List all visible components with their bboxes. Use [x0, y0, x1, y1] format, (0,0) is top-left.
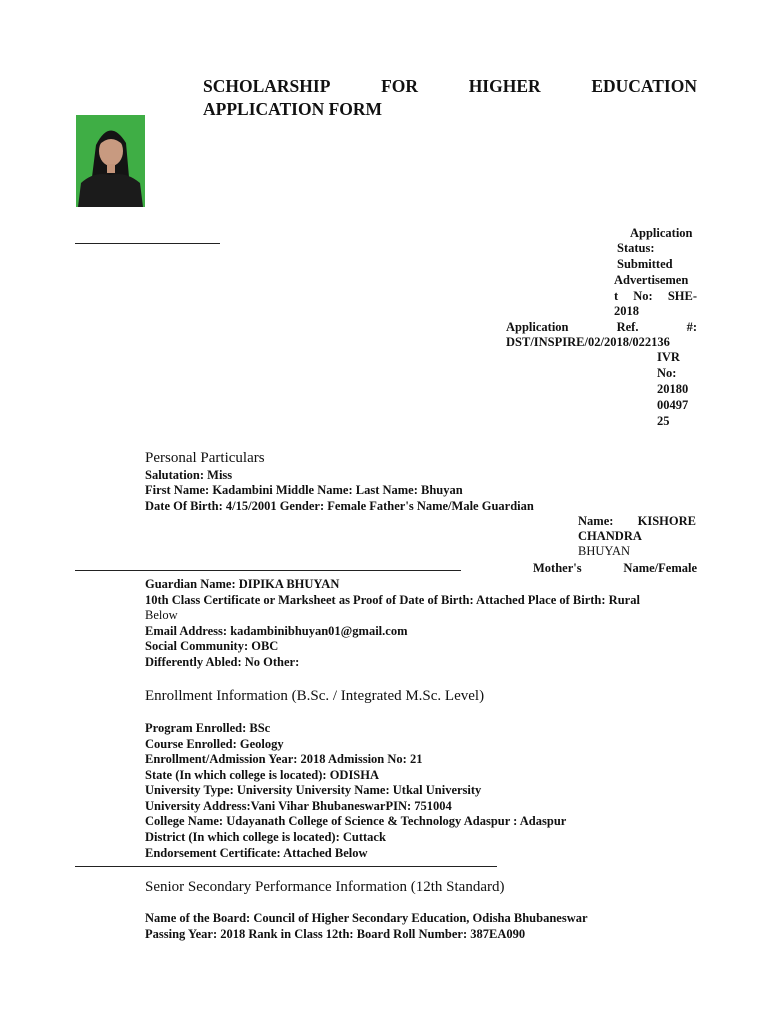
applicant-photo [76, 115, 145, 207]
guardian-line: Guardian Name: DIPIKA BHUYAN [145, 577, 340, 591]
senior-line: Passing Year: 2018 Rank in Class 12th: Board Roll Number: 387EA090 [145, 927, 526, 941]
salutation: Salutation: Miss [145, 468, 233, 482]
application-ref-label [506, 320, 697, 336]
application-label: Application [630, 226, 693, 240]
place-of-birth-cont: Below [145, 608, 178, 622]
personal-heading: Personal Particulars [145, 450, 265, 466]
form-title [203, 75, 697, 121]
advertisement-no-word: SHE- [667, 289, 697, 303]
enrollment-line: Course Enrolled: Geology [145, 737, 284, 751]
father-name-value: KISHORE [637, 514, 696, 528]
ref-word: Application [506, 320, 569, 334]
title-line-2: APPLICATION FORM [203, 99, 383, 119]
enrollment-line: District (In which college is located): Cuttack [145, 830, 386, 844]
title-word: SCHOLARSHIP [203, 76, 331, 96]
enrollment-line: Enrollment/Admission Year: 2018 Admission No: 21 [145, 752, 423, 766]
certificate-line: 10th Class Certificate or Marksheet as Proof of Date of Birth: Attached Place of Birth: Rural [145, 593, 640, 607]
advertisement-no [614, 289, 697, 305]
ivr-label-no: No: [657, 366, 677, 380]
enrollment-line: Endorsement Certificate: Attached Below [145, 846, 368, 860]
title-word: FOR [381, 76, 419, 96]
father-name-line-2: CHANDRA [578, 529, 642, 543]
senior-heading: Senior Secondary Performance Information (12th Standard) [145, 879, 505, 895]
mother-word: Mother's [533, 561, 582, 575]
ivr-value: 20180 [657, 382, 689, 396]
advertisement-year: 2018 [614, 304, 639, 318]
mother-name-label [533, 561, 697, 577]
application-ref-value: DST/INSPIRE/02/2018/022136 [506, 335, 670, 349]
person-portrait-icon [76, 115, 145, 207]
ref-word: #: [686, 320, 697, 334]
enrollment-line: Program Enrolled: BSc [145, 721, 271, 735]
father-name-line-3: BHUYAN [578, 544, 631, 558]
ivr-label: IVR [657, 350, 680, 364]
advertisement-label: Advertisemen [614, 273, 689, 287]
enrollment-line: State (In which college is located): ODISHA [145, 768, 380, 782]
email-line: Email Address: kadambinibhuyan01@gmail.com [145, 624, 408, 638]
enrollment-heading: Enrollment Information (B.Sc. / Integrated M.Sc. Level) [145, 688, 485, 704]
enrollment-line: University Address:Vani Vihar BhubaneswarPIN: 751004 [145, 799, 452, 813]
title-word: HIGHER [468, 76, 541, 96]
name-line: First Name: Kadambini Middle Name: Last Name: Bhuyan [145, 483, 463, 497]
ivr-value: 00497 [657, 398, 689, 412]
ref-word: Ref. [616, 320, 639, 334]
divider-line [75, 570, 461, 571]
father-name [578, 514, 696, 530]
ivr-value: 25 [657, 414, 670, 428]
divider-line [75, 866, 497, 867]
father-name-label: Name: [578, 514, 614, 528]
advertisement-no-word: No: [633, 289, 653, 303]
community-line: Social Community: OBC [145, 639, 279, 653]
dob-line: Date Of Birth: 4/15/2001 Gender: Female Father's Name/Male Guardian [145, 499, 534, 513]
enrollment-line: University Type: University University Name: Utkal University [145, 783, 482, 797]
advertisement-no-word: t [614, 289, 619, 303]
status-label: Status: [617, 241, 655, 255]
status-value: Submitted [617, 257, 673, 271]
divider-line [75, 243, 220, 244]
senior-line: Name of the Board: Council of Higher Secondary Education, Odisha Bhubaneswar [145, 911, 588, 925]
abled-line: Differently Abled: No Other: [145, 655, 300, 669]
title-word: EDUCATION [591, 76, 697, 96]
enrollment-line: College Name: Udayanath College of Science & Technology Adaspur : Adaspur [145, 814, 567, 828]
mother-word: Name/Female [623, 561, 697, 575]
